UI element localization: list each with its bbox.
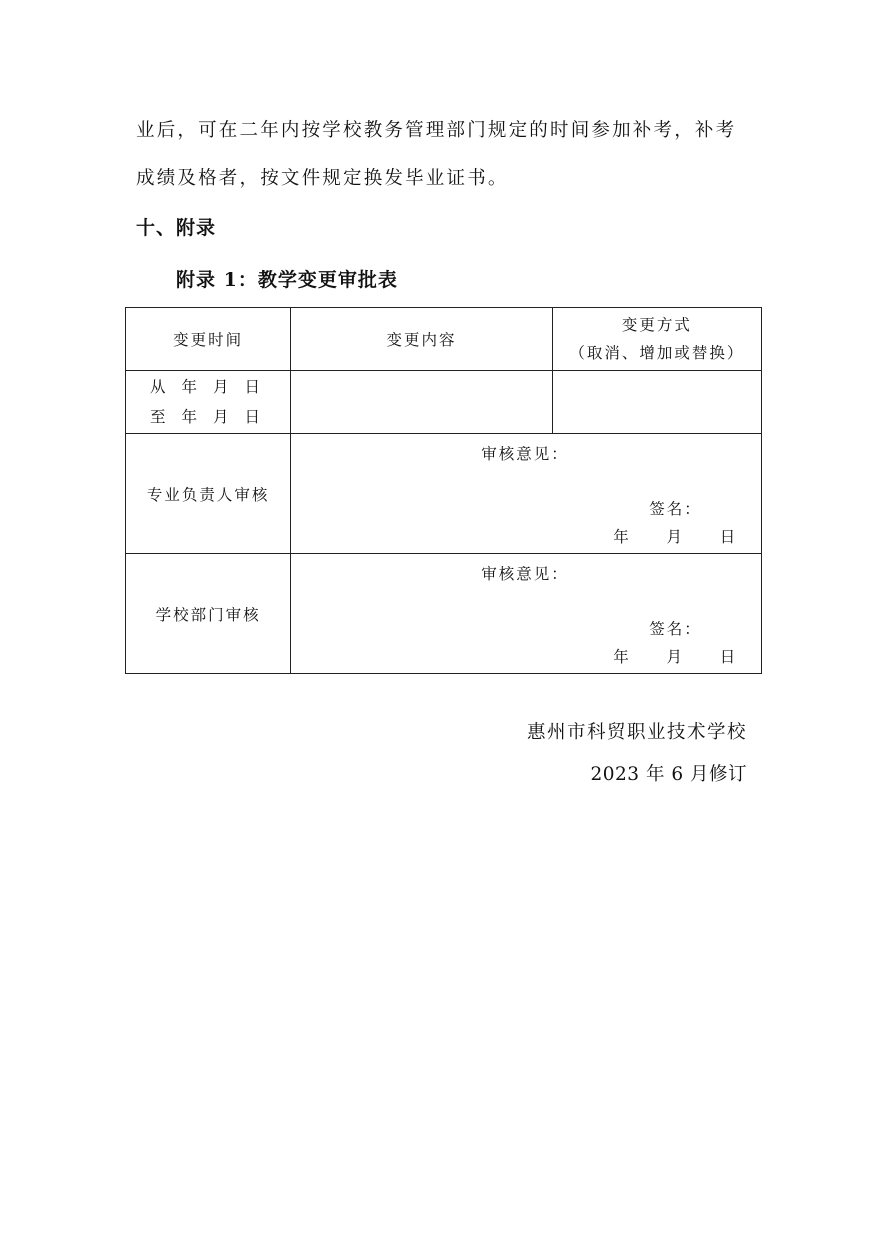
change-content-cell[interactable]: [291, 371, 552, 434]
body-text-line-1: 业后，可在二年内按学校教务管理部门规定的时间参加补考，补考: [136, 120, 737, 141]
date-from-line: [150, 372, 262, 402]
approval-opinion-cell-school-dept[interactable]: [291, 554, 762, 674]
approval-row-major-lead: [126, 434, 762, 554]
approval-opinion-label: 审核意见：: [481, 445, 569, 463]
footer-revision-date: 2023 年 6 月修订: [590, 764, 747, 785]
approval-day: 日: [719, 528, 738, 546]
date-from-label: 从: [150, 378, 168, 396]
approval-opinion-cell-major-lead[interactable]: [291, 434, 762, 554]
approval-label-major-lead: 专业负责人审核: [126, 434, 291, 554]
header-change-method-label: 变更方式: [621, 316, 692, 334]
teaching-change-approval-table: [125, 307, 762, 674]
table-date-row: [126, 371, 762, 434]
date-to-line: [150, 402, 262, 432]
footer-school-name: 惠州市科贸职业技术学校: [526, 722, 747, 743]
approval-month: 月: [666, 648, 684, 666]
approval-opinion-label: 审核意见：: [481, 565, 569, 583]
date-to-day: 日: [244, 408, 262, 426]
date-to-year: 年: [181, 408, 199, 426]
approval-year: 年: [613, 528, 631, 546]
approval-day: 日: [719, 648, 738, 666]
approval-month: 月: [666, 528, 684, 546]
header-change-method-note: （取消、增加或替换）: [569, 344, 745, 362]
appendix-title: 附录 1：教学变更审批表: [176, 269, 398, 291]
date-from-month: 月: [212, 378, 231, 396]
section-heading: 十、附录: [136, 217, 217, 239]
body-text-line-2: 成绩及格者，按文件规定换发毕业证书。: [136, 168, 509, 189]
date-from-day: 日: [244, 378, 262, 396]
approval-sign-label: 签名：: [649, 620, 702, 638]
approval-sign-label: 签名：: [649, 500, 702, 518]
approval-date-line: [613, 525, 737, 547]
date-from-year: 年: [181, 378, 199, 396]
header-change-method: [552, 308, 761, 371]
date-to-month: 月: [212, 408, 231, 426]
table-header-row: [126, 308, 762, 371]
date-to-label: 至: [150, 408, 168, 426]
change-method-cell[interactable]: [552, 371, 761, 434]
approval-year: 年: [613, 648, 631, 666]
date-range-cell[interactable]: [126, 371, 291, 434]
header-change-content: 变更内容: [291, 308, 552, 371]
approval-date-line: [613, 645, 737, 667]
approval-row-school-dept: [126, 554, 762, 674]
header-change-time: 变更时间: [126, 308, 291, 371]
approval-label-school-dept: 学校部门审核: [126, 554, 291, 674]
